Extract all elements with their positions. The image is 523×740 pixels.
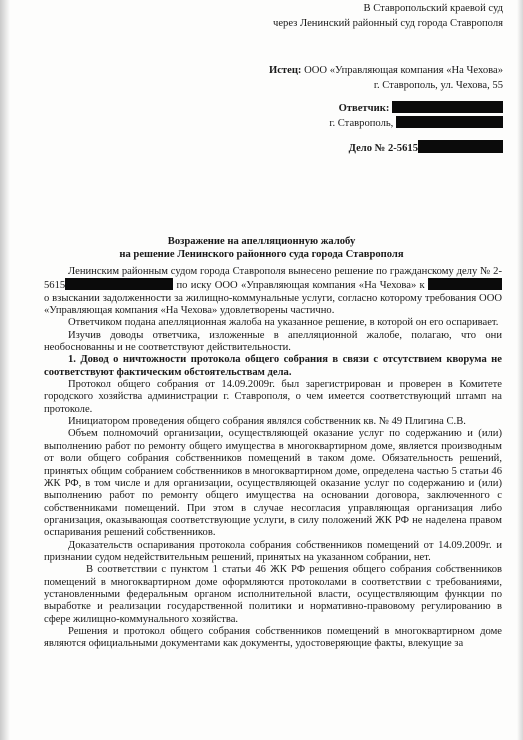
addressee-via-court: через Ленинский районный суд города Ставрополя — [273, 18, 503, 29]
paragraph-no-challenge: Доказательств оспаривания протокола собрания собственников помещений от 14.09.2009г. и признании судом недействительным решений, принятых на указанном собрании, нет. — [44, 539, 502, 563]
redaction-defendant-address — [396, 116, 503, 128]
section-heading-1: 1. Довод о ничтожности протокола общего собрания в связи с отсутствием кворума не соответствуют фактическим обстоятельствам дела. — [44, 354, 502, 378]
paragraph-authority: Объем полномочий организации, осуществляющей оказание услуг по содержанию и (или) выполнению работ по ремонту общего имущества в многоквартирном доме, является производным от воли общего собрания собственников помещений в таком доме. Обязательность решений, принятых общим собранием собственников в многоквартирном доме, определена частью 5 статьи 46 ЖК РФ, в том числе и для организации, осуществляющей оказание услуг по содержанию и (или) выполнению работ по ремонту общего имущества на основании договора, заключенного с собственниками помещений. При этом в случае несогласия управляющая организация либо организация, оказывающая соответствующие услуги, в силу положений ЖК РФ не наделена правом оспаривания решений собственников. — [44, 428, 502, 539]
paragraph-article-46: В соответствии с пунктом 1 статьи 46 ЖК РФ решения общего собрания собственников помещений в многоквартирном доме оформляются протоколами в соответствии с требованиями, установленными федеральным органом исполнительной власти, осуществляющим функции по выработке и реализации государственной политики и нормативно-правовому регулированию в сфере жилищно-коммунального хозяйства. — [44, 564, 502, 625]
scan-edge-shadow-left — [0, 0, 10, 740]
paragraph-appeal: Ответчиком подана апелляционная жалоба на указанное решение, в которой он его оспаривает. — [68, 317, 499, 329]
scan-edge-shadow-right — [517, 0, 523, 740]
paragraph-decision-start: Ленинским районным судом города Ставрополя вынесено решение по гражданскому делу — [68, 266, 478, 277]
plaintiff-line — [269, 65, 503, 78]
paragraph-decision-end: о взыскании задолженности за жилищно-коммунальные услуги, согласно которому требования ООО «Управляющая компания «На Чехова» удовлетворены частично. — [44, 292, 502, 317]
redaction-defendant-name — [392, 101, 503, 113]
defendant-address-line — [329, 116, 503, 131]
case-number-line — [349, 140, 503, 156]
defendant-label: Ответчик: — [338, 103, 390, 114]
redaction-case-number — [418, 140, 503, 153]
paragraph-initiator: Инициатором проведения общего собрания являлся собственник кв. № 49 Плигина С.В. — [68, 416, 466, 428]
paragraph-protocol: Протокол общего собрания от 14.09.2009г. был зарегистрирован и проверен в Комитете городского хозяйства администрации г. Ставрополя, о чем имеется соответствующий штамп на протоколе. — [44, 379, 502, 415]
addressee-court: В Ставропольский краевой суд — [363, 3, 503, 14]
paragraph-decision-mid: по иску ООО «Управляющая компания «На Чехова» к — [176, 280, 425, 292]
redaction-case-suffix — [65, 278, 173, 290]
plaintiff-address: г. Ставрополь, ул. Чехова, 55 — [373, 80, 503, 91]
redaction-defendant-inline — [428, 278, 502, 290]
paragraph-assessment: Изучив доводы ответчика, изложенные в апелляционной жалобе, полагаю, что они необоснованны и не соответствуют действительности. — [44, 329, 502, 354]
case-number-label: Дело № 2-5615 — [348, 143, 418, 154]
defendant-city: г. Ставрополь, — [329, 118, 394, 129]
document-body — [44, 266, 502, 651]
document-title: Возражение на апелляционную жалобу — [167, 236, 356, 247]
defendant-line — [339, 101, 503, 116]
paragraph-decision — [44, 266, 502, 317]
plaintiff-label: Истец: — [268, 65, 302, 76]
document-subtitle: на решение Ленинского районного суда города Ставрополя — [119, 249, 404, 260]
plaintiff-name: ООО «Управляющая компания «На Чехова» — [304, 65, 503, 76]
case-number-inline: № 2-5615 — [44, 266, 502, 292]
paragraph-official-documents: Решения и протокол общего собрания собственников помещений в многоквартирном доме являются официальными документами как документы, удостоверяющие факты, влекущие за — [44, 625, 502, 650]
